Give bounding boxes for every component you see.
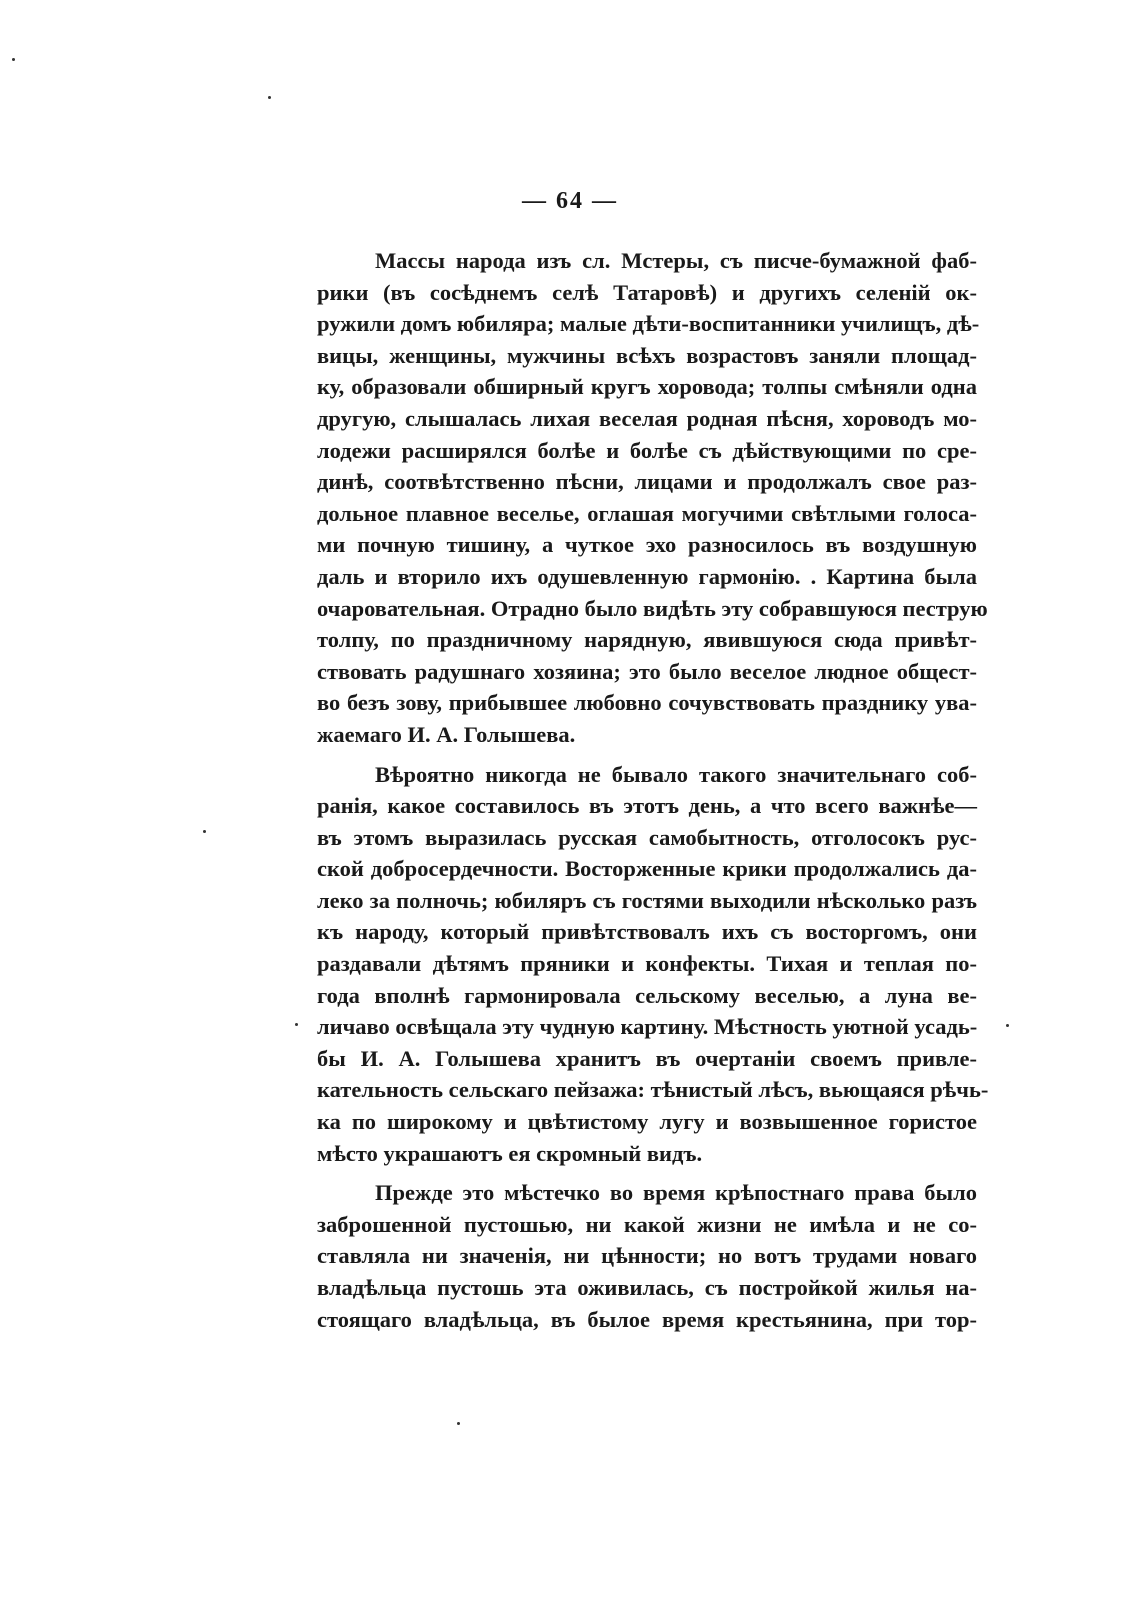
text-line: даль и вторило ихъ одушевленную гармонію. . Картина была bbox=[317, 563, 977, 589]
paragraph-1 bbox=[317, 245, 988, 751]
text-line: во безъ зову, прибывшее любовно сочувствовать празднику ува- bbox=[317, 690, 977, 716]
text-line: другую, слышалась лихая веселая родная пѣсня, хороводъ мо- bbox=[317, 405, 977, 431]
text-line: мѣсто украшаютъ ея скромный видъ. bbox=[317, 1140, 703, 1166]
text-line: кательность сельскаго пейзажа: тѣнистый лѣсъ, вьющаяся рѣчь- bbox=[317, 1077, 989, 1103]
text-line: очаровательная. Отрадно было видѣть эту собравшуюся пеструю bbox=[317, 595, 988, 621]
text-line: леко за полночь; юбиляръ съ гостями выходили нѣсколько разъ bbox=[317, 887, 977, 913]
text-line: Вѣроятно никогда не бывало такого значительнаго соб- bbox=[375, 761, 977, 787]
body-text bbox=[317, 245, 989, 1343]
text-line: дольное плавное веселье, оглашая могучими свѣтлыми голоса- bbox=[317, 500, 977, 526]
text-line: ранія, какое составилось въ этотъ день, а что всего важнѣе— bbox=[317, 793, 977, 819]
text-line: бы И. А. Голышева хранитъ въ очертаніи своемъ привле- bbox=[317, 1045, 977, 1071]
text-line: толпу, по праздничному нарядную, явившуюся сюда привѣт- bbox=[317, 627, 977, 653]
text-line: стоящаго владѣльца, въ былое время крестьянина, при тор- bbox=[317, 1306, 977, 1332]
text-line: жаемаго И. А. Голышева. bbox=[317, 721, 576, 747]
text-line: въ этомъ выразилась русская самобытность, отголосокъ рус- bbox=[317, 824, 977, 850]
text-line: личаво освѣщала эту чудную картину. Мѣстность уютной усадь- bbox=[317, 1014, 978, 1040]
text-line: ку, образовали обширный кругъ хоровода; толпы смѣняли одна bbox=[317, 374, 977, 400]
text-line: раздавали дѣтямъ пряники и конфекты. Тихая и теплая по- bbox=[317, 951, 977, 977]
text-line: ми почную тишину, а чуткое эхо разносилось въ воздушную bbox=[317, 532, 977, 558]
text-line: Массы народа изъ сл. Мстеры, съ писче-бумажной фаб- bbox=[375, 248, 977, 273]
scan-speck bbox=[12, 58, 15, 61]
text-line: вицы, женщины, мужчины всѣхъ возрастовъ заняли площад- bbox=[317, 342, 977, 368]
scan-speck bbox=[457, 1422, 460, 1425]
text-line: года вполнѣ гармонировала сельскому веселью, а луна ве- bbox=[317, 982, 977, 1008]
text-line: Прежде это мѣстечко во время крѣпостнаго права было bbox=[375, 1180, 977, 1206]
scan-speck bbox=[295, 1023, 298, 1026]
text-line: лодежи расширялся болѣе и болѣе съ дѣйствующими по сре- bbox=[317, 437, 977, 463]
text-line: заброшенной пустошью, ни какой жизни не имѣла и не со- bbox=[317, 1211, 977, 1237]
scan-speck bbox=[203, 830, 206, 833]
page-number: — 64 — bbox=[522, 188, 618, 214]
scan-speck bbox=[1006, 1024, 1009, 1027]
text-line: ской добросердечности. Восторженные крики продолжались да- bbox=[317, 856, 977, 882]
text-line: владѣльца пустошь эта оживилась, съ постройкой жилья на- bbox=[317, 1275, 977, 1300]
text-line: ружили домъ юбиляра; малые дѣти-воспитанники училищъ, дѣ- bbox=[317, 311, 980, 337]
scan-speck bbox=[268, 96, 271, 99]
text-line: рики (въ сосѣднемъ селѣ Татаровѣ) и другихъ селеній ок- bbox=[317, 279, 977, 305]
paragraph-3 bbox=[317, 1177, 977, 1335]
text-line: къ народу, который привѣтствовалъ ихъ съ восторгомъ, они bbox=[317, 919, 977, 945]
text-line: ствовать радушнаго хозяина; это было веселое людное общест- bbox=[317, 658, 977, 684]
text-line: ка по широкому и цвѣтистому лугу и возвышенное гористое bbox=[317, 1109, 977, 1135]
paragraph-2 bbox=[317, 759, 989, 1170]
text-line: ставляла ни значенія, ни цѣнности; но вотъ трудами новаго bbox=[317, 1243, 977, 1269]
text-line: динѣ, соотвѣтственно пѣсни, лицами и продолжалъ свое раз- bbox=[317, 469, 977, 495]
